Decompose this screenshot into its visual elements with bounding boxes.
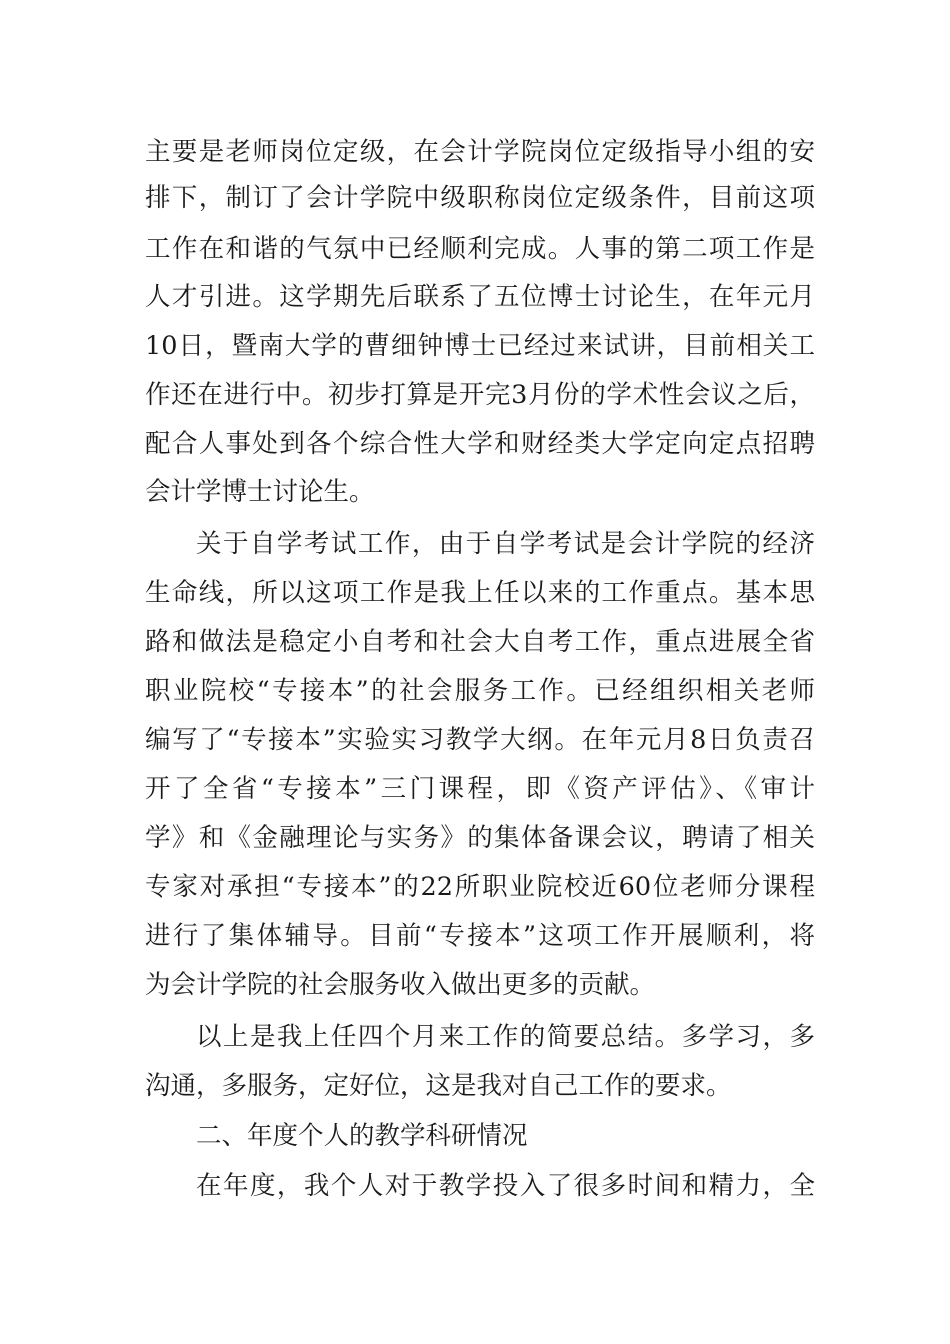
section-heading: 二、年度个人的教学科研情况 xyxy=(196,1121,528,1151)
text-line: 编写了“专接本”实验实习教学大纲。在年元月8日负责召 xyxy=(145,725,815,755)
text-line: 路和做法是稳定小自考和社会大自考工作，重点进展全省 xyxy=(145,627,815,657)
text-line: 配合人事处到各个综合性大学和财经类大学定向定点招聘 xyxy=(145,429,815,459)
text-line: 沟通，多服务，定好位，这是我对自己工作的要求。 xyxy=(145,1071,732,1101)
text-line: 人才引进。这学期先后联系了五位博士讨论生，在年元月 xyxy=(145,282,815,312)
text-line: 为会计学院的社会服务收入做出更多的贡献。 xyxy=(145,970,656,1000)
text-line: 主要是老师岗位定级，在会计学院岗位定级指导小组的安 xyxy=(145,137,815,167)
text-line: 专家对承担“专接本”的22所职业院校近60位老师分课程 xyxy=(145,872,815,902)
text-line: 会计学博士讨论生。 xyxy=(145,477,375,507)
text-line: 10日，暨南大学的曹细钟博士已经过来试讲，目前相关工 xyxy=(145,331,815,361)
text-line: 在年度，我个人对于教学投入了很多时间和精力，全 xyxy=(196,1171,815,1201)
text-line: 排下，制订了会计学院中级职称岗位定级条件，目前这项 xyxy=(145,183,815,213)
text-line: 生命线，所以这项工作是我上任以来的工作重点。基本思 xyxy=(145,578,815,608)
text-line: 以上是我上任四个月来工作的简要总结。多学习，多 xyxy=(196,1022,815,1052)
text-line: 开了全省“专接本”三门课程，即《资产评估》、《审计 xyxy=(145,774,815,804)
text-line: 职业院校“专接本”的社会服务工作。已经组织相关老师 xyxy=(145,676,815,706)
text-line: 关于自学考试工作，由于自学考试是会计学院的经济 xyxy=(196,529,815,559)
text-line: 学》和《金融理论与实务》的集体备课会议，聘请了相关 xyxy=(145,823,815,853)
text-line: 进行了集体辅导。目前“专接本”这项工作开展顺利，将 xyxy=(145,921,815,951)
text-line: 工作在和谐的气氛中已经顺利完成。人事的第二项工作是 xyxy=(145,234,815,264)
text-line: 作还在进行中。初步打算是开完3月份的学术性会议之后， xyxy=(145,380,815,410)
